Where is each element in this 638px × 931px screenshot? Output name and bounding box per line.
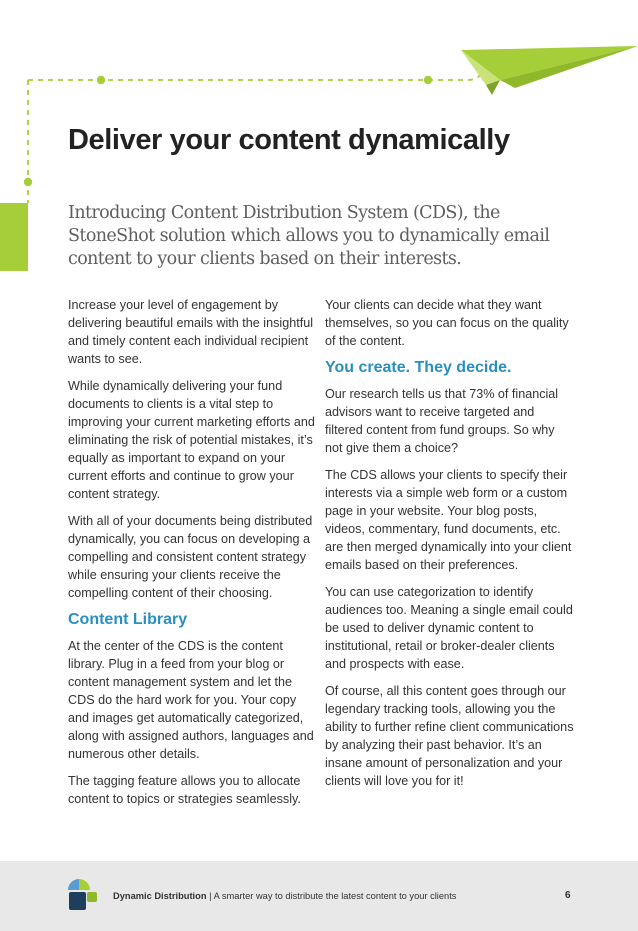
stoneshot-logo-icon bbox=[68, 879, 98, 911]
green-side-bar bbox=[0, 203, 28, 271]
left-column bbox=[68, 296, 316, 817]
you-create-heading: You create. They decide. bbox=[325, 359, 512, 376]
left-paragraph-1: Increase your level of engagement by delivering beautiful emails with the insightful and timely content each individual recipient wants to see. bbox=[68, 298, 314, 366]
left-paragraph-4: At the center of the CDS is the content library. Plug in a feed from your blog or content management system and let the CDS do the hard work for you. Your copy and images get automatically categorized, along with assigned authors, languages and numerous other details. bbox=[68, 639, 314, 761]
right-column bbox=[325, 296, 575, 799]
page-number: 6 bbox=[565, 890, 571, 901]
left-paragraph-5: The tagging feature allows you to allocate content to topics or strategies seamlessly. bbox=[68, 774, 301, 806]
footer-title: Dynamic Distribution bbox=[113, 891, 207, 901]
footer-separator: | bbox=[206, 891, 214, 901]
left-paragraph-2: While dynamically delivering your fund documents to clients is a vital step to improving your current marketing efforts and eliminating the risk of potential mistakes, it’s equally as important to expand on your current efforts and continue to grow your content strategy. bbox=[68, 379, 315, 501]
right-paragraph-1: Your clients can decide what they want themselves, so you can focus on the quality of the content. bbox=[325, 298, 569, 348]
right-paragraph-2: Our research tells us that 73% of financial advisors want to receive targeted and filtered content from fund groups. So why not give them a choice? bbox=[325, 387, 559, 455]
right-paragraph-3: The CDS allows your clients to specify their interests via a simple web form or a custom page in your website. Your blog posts, videos, commentary, fund documents, etc. are then merged dynamically into your client emails based on their preferences. bbox=[325, 468, 572, 572]
intro-text: Introducing Content Distribution System (CDS), the StoneShot solution which allows you to dynamically email content to your clients based on their interests. bbox=[68, 203, 550, 269]
content-library-heading: Content Library bbox=[68, 611, 188, 628]
footer-tagline: A smarter way to distribute the latest content to your clients bbox=[213, 891, 457, 901]
right-paragraph-4: You can use categorization to identify audiences too. Meaning a single email could be used to deliver dynamic content to institutional, retail or broker-dealer clients and prospects with ease. bbox=[325, 585, 573, 671]
left-paragraph-3: With all of your documents being distributed dynamically, you can focus on developing a compelling and consistent content strategy while ensuring your clients receive the compelling content of their choosing. bbox=[68, 514, 313, 600]
right-paragraph-5: Of course, all this content goes through our legendary tracking tools, allowing you the ability to further refine client communications by analyzing their past behavior. It’s an insane amount of personalization and your clients will love you for it! bbox=[325, 684, 574, 788]
footer-text bbox=[113, 891, 456, 901]
page-title: Deliver your content dynamically bbox=[68, 124, 510, 156]
